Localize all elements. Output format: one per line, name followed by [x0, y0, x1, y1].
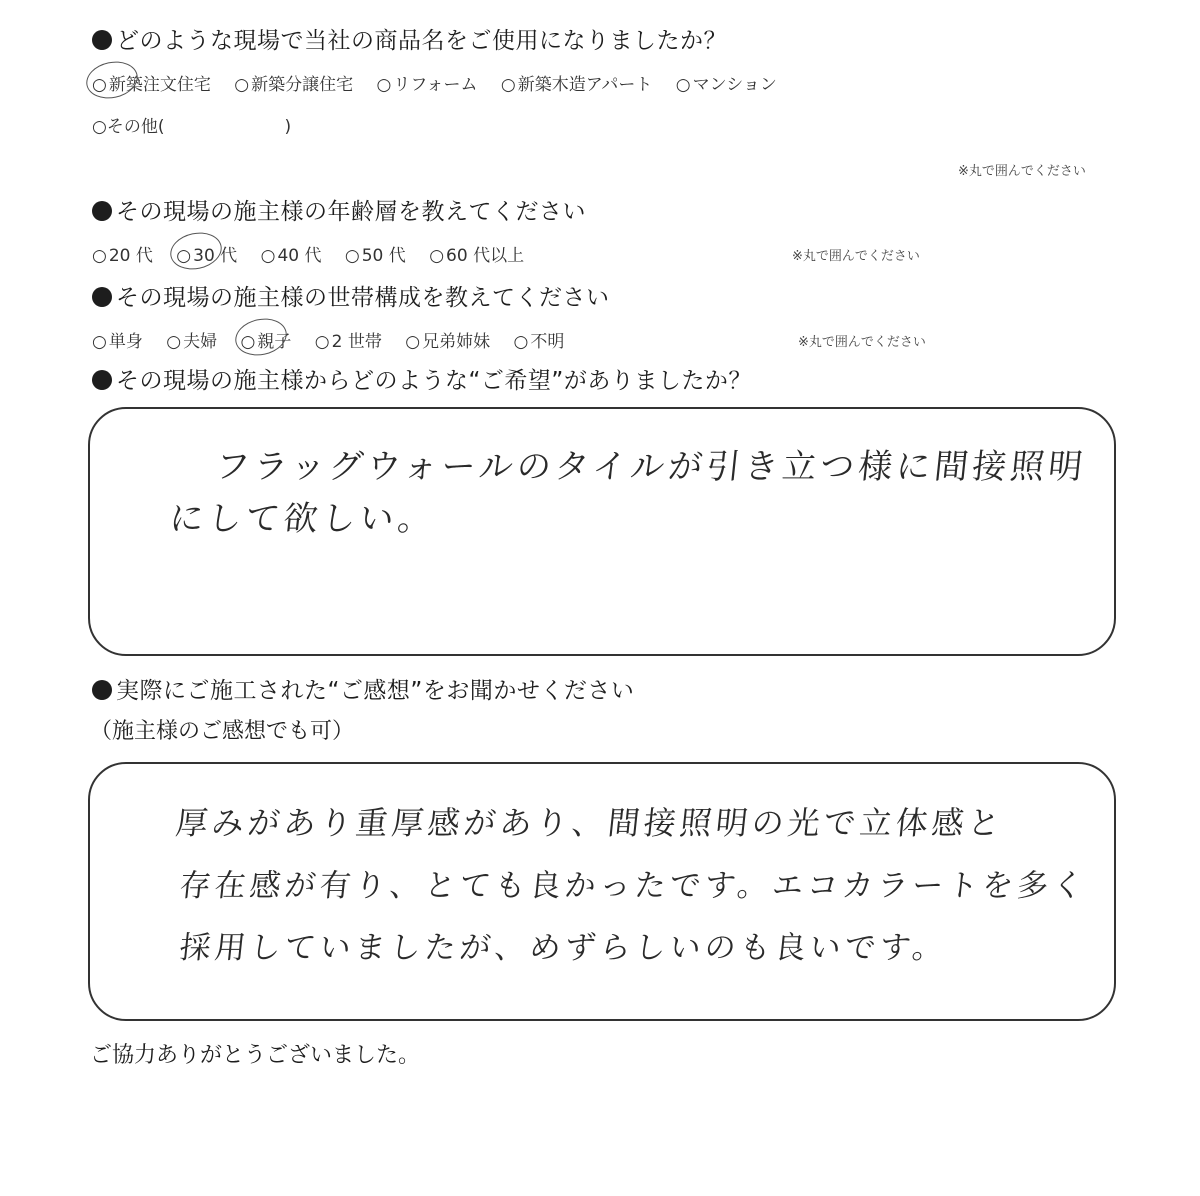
question-3	[92, 279, 610, 312]
q3-option[interactable]: ○ 不明	[513, 332, 565, 352]
question-4	[92, 362, 752, 395]
closing-text: ご協力ありがとうございました。	[90, 1043, 421, 1068]
question-5-subtext: （施主様のご感想でも可）	[90, 719, 355, 744]
question-2	[92, 193, 586, 226]
q1-other-close: )	[284, 117, 292, 137]
q4-answer-box[interactable]	[88, 407, 1116, 656]
q5-answer-line-1: 厚みがあり重厚感があり、間接照明の光で立体感と	[173, 804, 1006, 842]
q5-answer-line-2: 存在感が有り、とても良かったです。エコカラートを多く	[177, 868, 1090, 904]
bullet-icon	[92, 30, 112, 50]
q2-option[interactable]: ○ 20 代	[92, 246, 153, 266]
question-1	[92, 22, 727, 55]
q2-note: ※丸で囲んでください	[792, 249, 920, 264]
q1-option[interactable]: ○ リフォーム	[376, 75, 478, 95]
q2-option[interactable]: ○ 40 代	[260, 246, 322, 266]
q1-option-selected[interactable]: ○ 新築注文住宅	[92, 70, 211, 95]
question-5	[92, 672, 634, 705]
q5-answer-line-3: 採用していましたが、めずらしいのも良いです。	[177, 930, 950, 966]
q2-option[interactable]: ○ 50 代	[344, 246, 406, 266]
question-4-text: その現場の施主様からどのような“ご希望”がありましたか？	[116, 368, 752, 394]
q3-note: ※丸で囲んでください	[798, 335, 926, 350]
q4-answer-line-2: にして欲しい。	[167, 499, 438, 539]
question-3-text: その現場の施主様の世帯構成を教えてください	[116, 285, 610, 311]
q1-note: ※丸で囲んでください	[958, 164, 1086, 179]
q2-options	[92, 241, 542, 266]
q1-other-option[interactable]: ○その他( )	[92, 117, 292, 137]
q2-option[interactable]: ○ 60 代以上	[429, 246, 525, 266]
bullet-icon	[92, 370, 112, 390]
bullet-icon	[92, 201, 112, 221]
q3-option[interactable]: ○ 2 世帯	[314, 332, 382, 352]
q3-option[interactable]: ○ 夫婦	[166, 332, 218, 352]
q2-option-selected[interactable]: ○ 30 代	[176, 241, 237, 266]
question-2-text: その現場の施主様の年齢層を教えてください	[116, 199, 586, 225]
q1-option[interactable]: ○ 新築木造アパート	[500, 75, 653, 95]
q3-option[interactable]: ○ 兄弟姉妹	[405, 332, 491, 352]
question-5-text: 実際にご施工された“ご感想”をお聞かせください	[116, 678, 635, 704]
bullet-icon	[92, 287, 112, 307]
q3-option[interactable]: ○ 単身	[92, 332, 143, 352]
q3-options	[92, 327, 582, 352]
q1-other-label: その他(	[106, 117, 165, 137]
q1-option[interactable]: ○ マンション	[675, 75, 777, 95]
question-1-text: どのような現場で当社の商品名をご使用になりましたか？	[116, 28, 727, 54]
q3-option-selected[interactable]: ○ 親子	[241, 327, 292, 352]
q5-answer-box[interactable]	[88, 762, 1116, 1021]
q1-options	[92, 70, 795, 95]
bullet-icon	[92, 680, 112, 700]
q4-answer-line-1: フラッグウォールのタイルが引き立つ様に間接照明	[213, 447, 1089, 487]
q1-option[interactable]: ○ 新築分譲住宅	[234, 75, 354, 95]
